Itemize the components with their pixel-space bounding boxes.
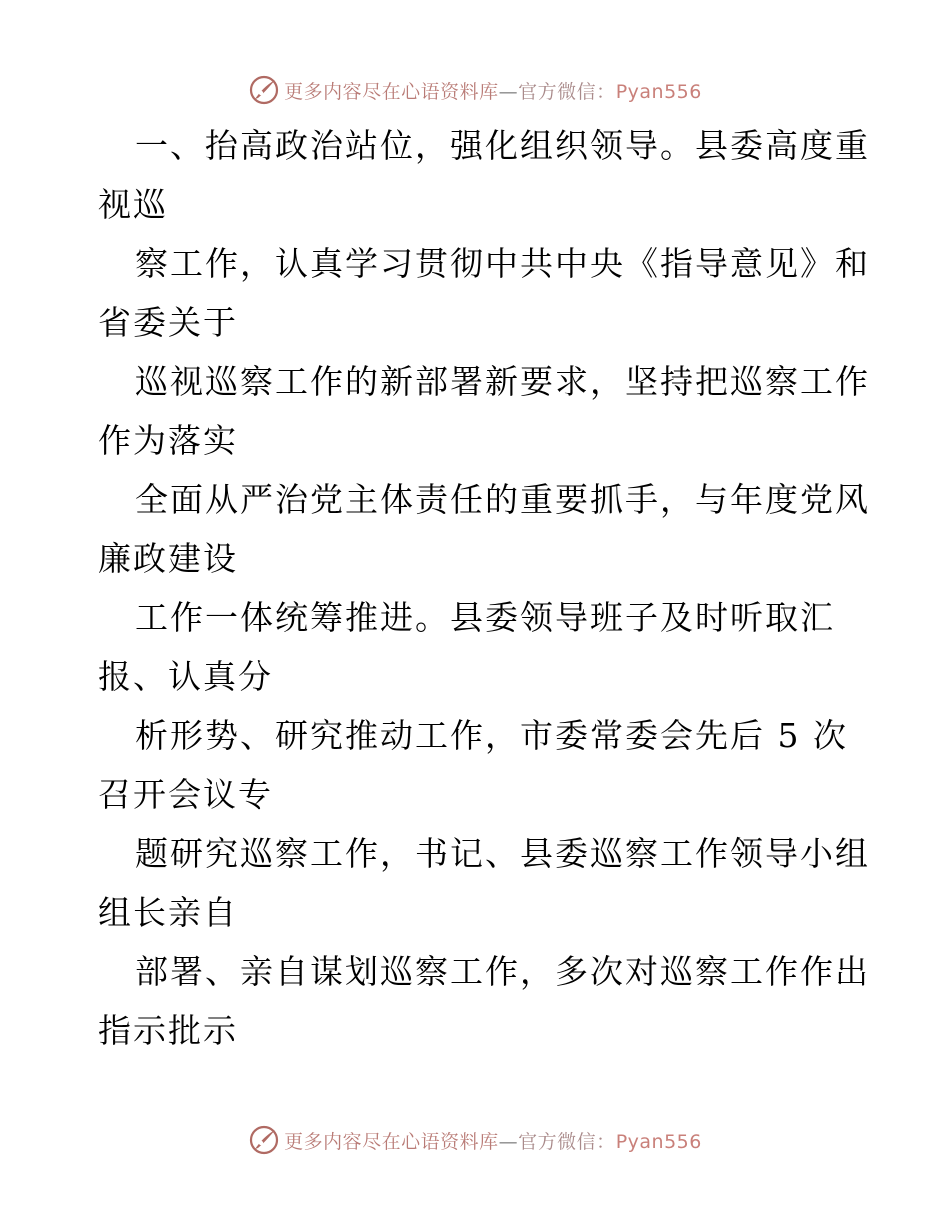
banner-wechat-id: Pyan556: [615, 80, 702, 103]
body-line: 作为落实: [98, 421, 238, 460]
banner-text: [284, 1127, 702, 1154]
body-line: 一、抬高政治站位，强化组织领导。县委高度重: [135, 126, 870, 165]
banner-site: 更多内容尽在心语资料库: [284, 80, 499, 103]
body-line: 省委关于: [98, 303, 238, 342]
banner-text: [284, 77, 702, 104]
banner-wechat-label: 官方微信：: [518, 80, 616, 103]
banner-wechat-label: 官方微信：: [518, 1130, 616, 1153]
body-line: 部署、亲自谋划巡察工作，多次对巡察工作作出: [135, 952, 870, 991]
quill-pen-logo-icon: [248, 74, 280, 106]
body-line: 召开会议专: [98, 775, 273, 814]
footer-banner: [0, 1120, 950, 1160]
banner-separator: —: [498, 1130, 519, 1153]
body-line: 全面从严治党主体责任的重要抓手，与年度党风: [135, 480, 870, 519]
body-line: 廉政建设: [98, 539, 238, 578]
banner-site: 更多内容尽在心语资料库: [284, 1130, 499, 1153]
body-line: 视巡: [98, 185, 168, 224]
header-banner: [0, 70, 950, 110]
body-line: 析形势、研究推动工作，市委常委会先后 5 次: [135, 716, 848, 755]
document-body: [98, 116, 870, 1060]
body-line: 工作一体统筹推进。县委领导班子及时听取汇: [135, 598, 835, 637]
body-line: 巡视巡察工作的新部署新要求，坚持把巡察工作: [135, 362, 870, 401]
banner-separator: —: [498, 80, 519, 103]
body-line: 察工作，认真学习贯彻中共中央《指导意见》和: [135, 244, 870, 283]
body-line: 报、认真分: [98, 657, 273, 696]
body-line: 组长亲自: [98, 893, 238, 932]
banner-wechat-id: Pyan556: [615, 1130, 702, 1153]
quill-pen-logo-icon: [248, 1124, 280, 1156]
body-line: 指示批示: [98, 1011, 238, 1050]
body-line: 题研究巡察工作，书记、县委巡察工作领导小组: [135, 834, 870, 873]
